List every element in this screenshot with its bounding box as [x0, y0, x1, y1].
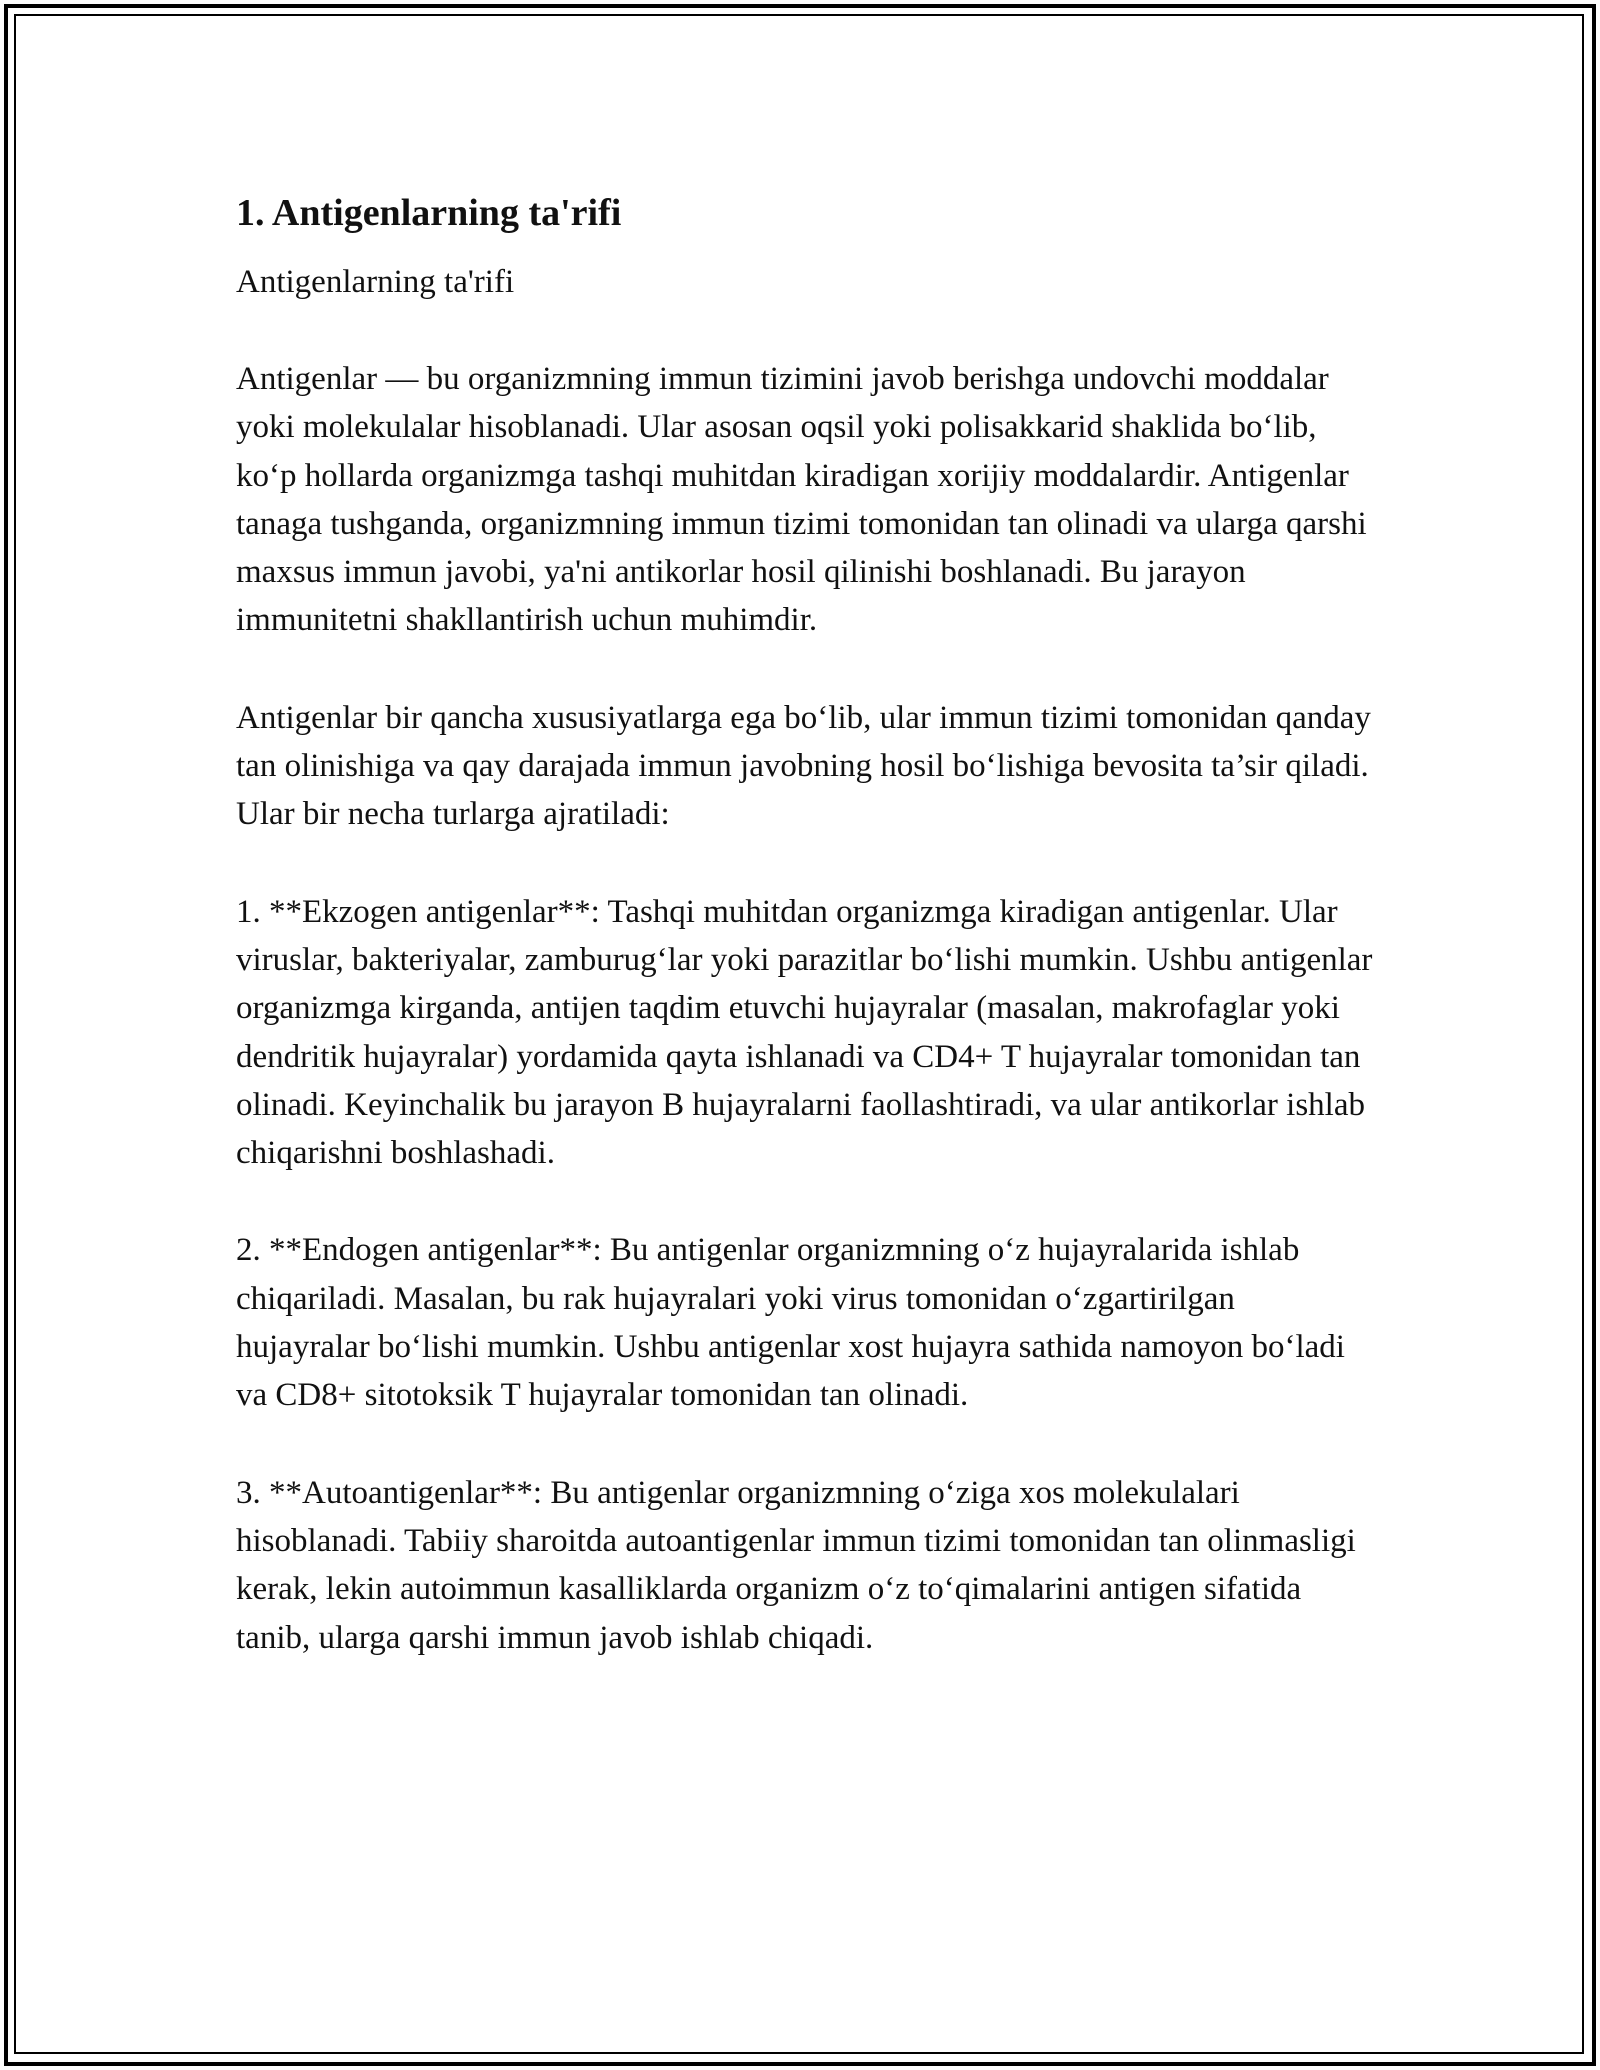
list-item-endogenous: 2. **Endogen antigenlar**: Bu antigenlar organizmning o‘z hujayralarida ishlab chiqariladi. Masalan, bu rak hujayralari yoki virus tomonidan o‘zgartirilgan hujayralar bo‘lishi mumkin. Ushbu antigenlar xost hujayra sathida namoyon bo‘ladi va CD8+ sitotoksik T hujayralar tomonidan tan olinadi. — [236, 1232, 1345, 1414]
section-subheading: Antigenlarning ta'rifi — [236, 264, 515, 300]
list-item-exogenous: 1. **Ekzogen antigenlar**: Tashqi muhitdan organizmga kiradigan antigenlar. Ular viruslar, bakteriyalar, zamburug‘lar yoki parazitlar bo‘lishi mumkin. Ushbu antigenlar organizmga kirganda, antijen taqdim etuvchi hujayralar (masalan, makrofaglar yoki dendritik hujayralar) yordamida qayta ishlanadi va CD4+ T hujayralar tomonidan tan olinadi. Keyinchalik bu jarayon B hujayralarni faollashtiradi, va ular antikorlar ishlab chiqarishni boshlashadi. — [236, 893, 1373, 1172]
document-body — [236, 186, 1376, 1662]
paragraph-definition: Antigenlar — bu organizmning immun tizimini javob berishga undovchi moddalar yoki molekulalar hisoblanadi. Ular asosan oqsil yoki polisakkarid shaklida bo‘lib, ko‘p hollarda organizmga tashqi muhitdan kiradigan xorijiy moddalardir. Antigenlar tanaga tushganda, organizmning immun tizimi tomonidan tan olinadi va ularga qarshi maxsus immun javobi, ya'ni antikorlar hosil qilinishi boshlanadi. Bu jarayon immunitetni shakllantirish uchun muhimdir. — [236, 361, 1367, 639]
list-item-autoantigens: 3. **Autoantigenlar**: Bu antigenlar organizmning o‘ziga xos molekulalari hisoblanadi. Tabiiy sharoitda autoantigenlar immun tizimi tomonidan tan olinmasligi kerak, lekin autoimmun kasalliklarda organizm o‘z to‘qimalarini antigen sifatida tanib, ularga qarshi immun javob ishlab chiqadi. — [236, 1474, 1356, 1656]
paragraph-properties: Antigenlar bir qancha xususiyatlarga ega bo‘lib, ular immun tizimi tomonidan qanday tan olinishiga va qay darajada immun javobning hosil bo‘lishiga bevosita ta’sir qiladi. Ular bir necha turlarga ajratiladi: — [236, 699, 1371, 833]
section-heading: 1. Antigenlarning ta'rifi — [236, 192, 622, 234]
